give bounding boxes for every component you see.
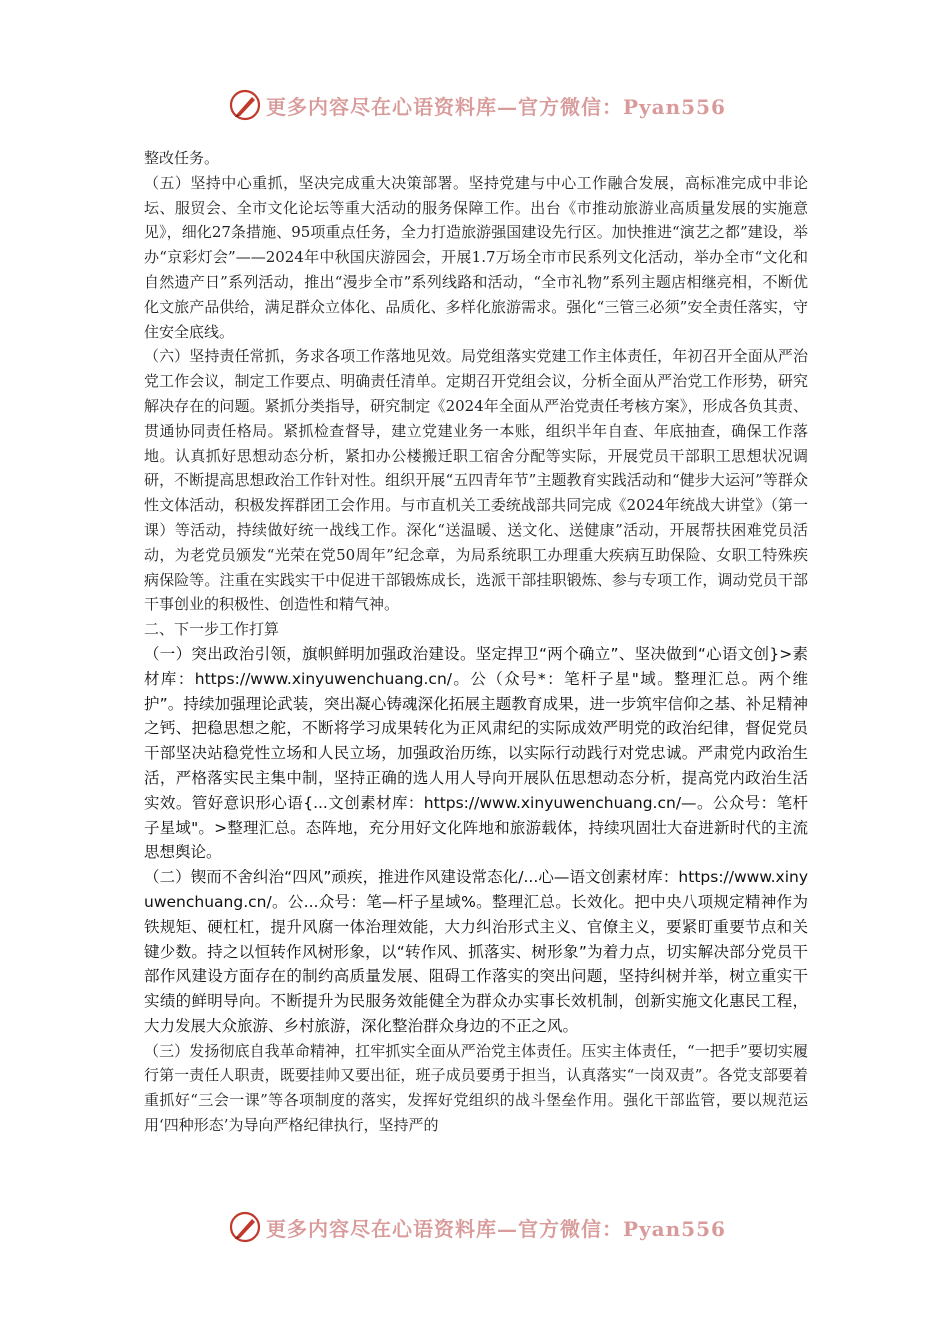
- pen-logo-icon: [228, 1210, 262, 1244]
- section-heading: 二、下一步工作打算: [144, 620, 280, 639]
- watermark-header: [228, 88, 726, 122]
- paragraph: （三）发扬彻底自我革命精神，扛牢抓实全面从严治党主体责任。压实主体责任，“一把手”要切实履行第一责任人职责，既要挂帅又要出征，班子成员要勇于担当，认真落实“一岗双责”。各党支部要着重抓好“三会一课”等各项制度的落实，发挥好党组织的战斗堡垒作用。强化干部监管，要以规范运用‘四种形态’为导向严格纪律执行，坚持严的: [144, 1041, 808, 1135]
- watermark-text: 更多内容尽在心语资料库—官方微信：Pyan556: [266, 1216, 726, 1241]
- pen-logo-icon: [228, 88, 262, 122]
- paragraph: （一）突出政治引领，旗帜鲜明加强政治建设。坚定捍卫“两个确立”、坚决做到“心语文创}>素材库：https://www.xinyuwenchuang.cn/。公（众号*：笔杆子星"域。整理汇总。两个维护”。持续加强理论武装，突出凝心铸魂深化拓展主题教育成果，进一步筑牢信仰之基、补足精神之钙、把稳思想之舵，不断将学习成果转化为正风肃纪的实际成效严明党的政治纪律，督促党员干部坚决站稳党性立场和人民立场，加强政治历练，以实际行动践行对党忠诚。严肃党内政治生活，严格落实民主集中制，坚持正确的选人用人导向开展队伍思想动态分析，提高党内政治生活实效。管好意识形心语{...文创素材库：https://www.xinyuwenchuang.cn/—。公众号：笔杆子星域"。>整理汇总。态阵地，充分用好文化阵地和旅游载体，持续巩固壮大奋进新时代的主流思想舆论。: [144, 644, 808, 862]
- document-body: [144, 146, 808, 1138]
- watermark-footer: [228, 1210, 726, 1244]
- paragraph: （二）锲而不舍纠治“四风”顽疾，推进作风建设常态化/...心—语文创素材库：https://www.xinyuwenchuang.cn/。公...众号：笔—杆子星域%。整理汇总。长效化。把中央八项规定精神作为铁规矩、硬杠杠，提升风腐一体治理效能，大力纠治形式主义、官僚主义，要紧盯重要节点和关键少数。持之以恒转作风树形象，以“转作风、抓落实、树形象”为着力点，切实解决部分党员干部作风建设方面存在的制约高质量发展、阻碍工作落实的突出问题，坚持纠树并举，树立重实干实绩的鲜明导向。不断提升为民服务效能健全为群众办实事长效机制，创新实施文化惠民工程，大力发展大众旅游、乡村旅游，深化整治群众身边的不正之风。: [144, 868, 808, 1035]
- paragraph: （六）坚持责任常抓，务求各项工作落地见效。局党组落实党建工作主体责任，年初召开全面从严治党工作会议，制定工作要点、明确责任清单。定期召开党组会议，分析全面从严治党工作形势，研究解决存在的问题。紧抓分类指导，研究制定《2024年全面从严治党责任考核方案》，形成各负其责、贯通协同责任格局。紧抓检查督导，建立党建业务一本账，组织半年自查、年底抽查，确保工作落地。认真抓好思想动态分析，紧扣办公楼搬迁职工宿舍分配等实际，开展党员干部职工思想状况调研，不断提高思想政治工作针对性。组织开展“五四青年节”主题教育实践活动和“健步大运河”等群众性文体活动，积极发挥群团工会作用。与市直机关工委统战部共同完成《2024年统战大讲堂》（第一课）等活动，持续做好统一战线工作。深化“送温暖、送文化、送健康”活动，开展帮扶困难党员活动，为老党员颁发“光荣在党50周年”纪念章，为局系统职工办理重大疾病互助保险、女职工特殊疾病保险等。注重在实践实干中促进干部锻炼成长，选派干部挂职锻炼、参与专项工作，调动党员干部干事创业的积极性、创造性和精气神。: [144, 347, 808, 614]
- watermark-text: 更多内容尽在心语资料库—官方微信：Pyan556: [266, 94, 726, 119]
- paragraph: （五）坚持中心重抓，坚决完成重大决策部署。坚持党建与中心工作融合发展，高标准完成中非论坛、服贸会、全市文化论坛等重大活动的服务保障工作。出台《市推动旅游业高质量发展的实施意见》，细化27条措施、95项重点任务，全力打造旅游强国建设先行区。加快推进“演艺之都”建设，举办“京彩灯会”——2024年中秋国庆游园会，开展1.7万场全市市民系列文化活动，举办全市“文化和自然遗产日”系列活动，推出“漫步全市”系列线路和活动，“全市礼物”系列主题店相继亮相，不断优化文旅产品供给，满足群众立体化、品质化、多样化旅游需求。强化“三管三必须”安全责任落实，守住安全底线。: [144, 173, 808, 341]
- paragraph: 整改任务。: [144, 149, 220, 167]
